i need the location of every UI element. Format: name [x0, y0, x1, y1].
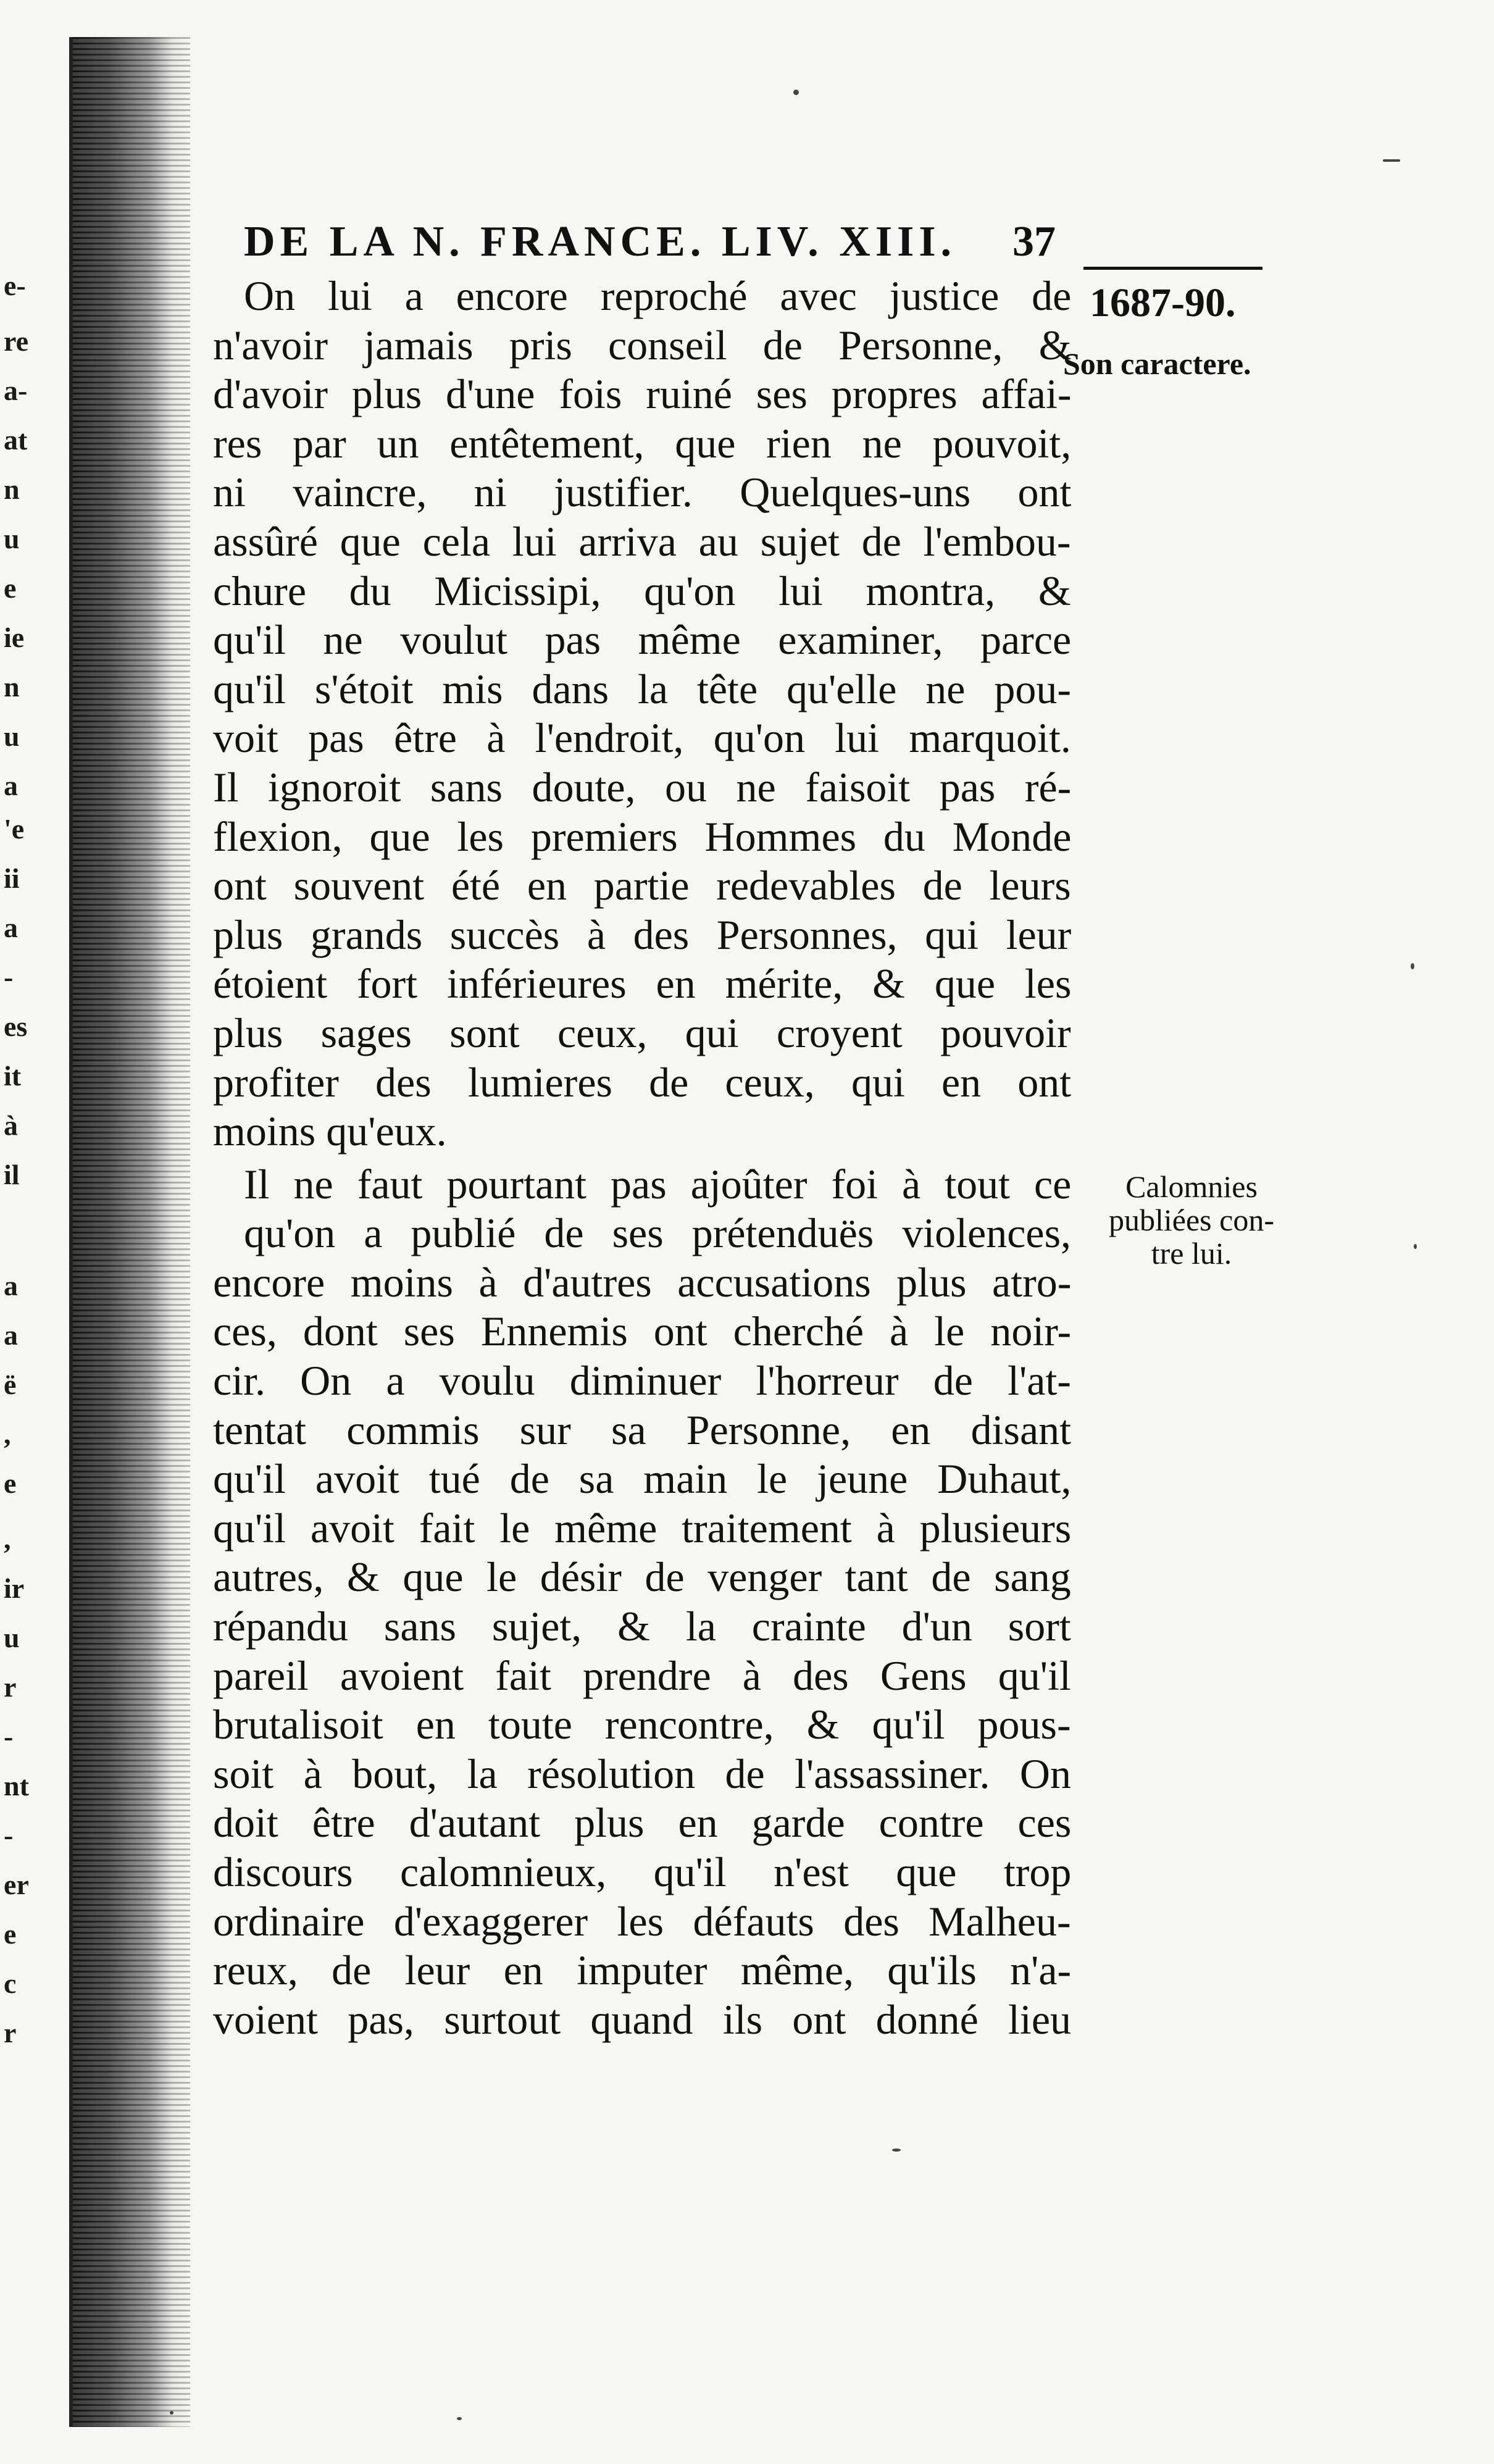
- bleed-glyph: at: [4, 424, 28, 456]
- text-line: qu'il avoit fait le même traitement à plusieurs: [213, 1504, 1072, 1551]
- text-line: brutalisoit en toute rencontre, & qu'il pous-: [213, 1701, 1071, 1748]
- text-line: soit à bout, la résolution de l'assassiner. On: [213, 1750, 1071, 1797]
- text-line: n'avoir jamais pris conseil de Personne, &: [213, 321, 1072, 369]
- bleed-glyph: it: [4, 1060, 22, 1092]
- text-line: ont souvent été en partie redevables de leurs: [213, 862, 1071, 909]
- margin-note-line: publiées con-: [1109, 1203, 1274, 1237]
- paragraph-1: [213, 272, 1071, 1156]
- margin-note-calomnies: [1099, 1170, 1284, 1270]
- bleed-glyph: nt: [4, 1770, 29, 1802]
- text-line: qu'on a publié de ses prétenduës violences,: [244, 1209, 1072, 1257]
- bleed-glyph: à: [4, 1109, 18, 1141]
- paper-speck: [1383, 159, 1400, 162]
- text-line: plus grands succès à des Personnes, qui leur: [213, 911, 1072, 958]
- text-line: res par un entêtement, que rien ne pouvoit,: [213, 419, 1072, 467]
- bleed-glyph: re: [4, 325, 29, 357]
- running-head-title: DE LA N. FRANCE. LIV. XIII.: [244, 218, 957, 265]
- bleed-glyph: il: [4, 1159, 20, 1190]
- bleed-glyph: a: [4, 912, 18, 943]
- text-line: d'avoir plus d'une fois ruiné ses propres affai-: [213, 370, 1072, 418]
- text-line: assûré que cela lui arriva au sujet de l'embou-: [213, 517, 1071, 565]
- bleed-glyph: ,: [4, 1418, 11, 1450]
- text-line: répandu sans sujet, & la crainte d'un sort: [213, 1603, 1071, 1650]
- bleed-glyph: 'e: [4, 813, 25, 845]
- text-line: qu'il ne voulut pas même examiner, parce: [213, 616, 1072, 664]
- running-head: [244, 217, 1083, 273]
- paper-speck: [1411, 963, 1414, 969]
- bleed-glyph: -: [4, 961, 14, 993]
- text-line: moins qu'eux.: [213, 1108, 447, 1155]
- paper-speck: [170, 2411, 173, 2415]
- paper-speck: [1414, 1244, 1417, 1249]
- bleed-glyph: a: [4, 770, 18, 801]
- margin-note-line: tre lui.: [1151, 1236, 1232, 1271]
- text-line: ni vaincre, ni justifier. Quelques-uns ont: [213, 469, 1072, 516]
- bleed-glyph: ie: [4, 622, 25, 653]
- facing-page-bleed: [0, 0, 49, 2464]
- text-line: tentat commis sur sa Personne, en disant: [213, 1406, 1072, 1453]
- bleed-glyph: c: [4, 1968, 17, 1999]
- bleed-glyph: ir: [4, 1572, 25, 1604]
- text-line: encore moins à d'autres accusations plus atro-: [213, 1258, 1072, 1306]
- bleed-glyph: e: [4, 572, 17, 604]
- text-line: ces, dont ses Ennemis ont cherché à le noir-: [213, 1308, 1072, 1355]
- margin-note-date: 1687-90.: [1090, 280, 1236, 325]
- text-line: Il ne faut pourtant pas ajoûter foi à tout ce: [244, 1160, 1072, 1208]
- bleed-glyph: u: [4, 523, 20, 554]
- text-line: cir. On a voulu diminuer l'horreur de l'at-: [213, 1357, 1071, 1405]
- bleed-glyph: ë: [4, 1369, 17, 1400]
- text-line: pareil avoient fait prendre à des Gens qu'il: [213, 1652, 1071, 1699]
- text-line: étoient fort inférieures en mérite, & que les: [213, 960, 1072, 1008]
- bleed-glyph: a: [4, 1319, 18, 1351]
- margin-note-caractere: Son caractere.: [1063, 346, 1251, 381]
- text-line: voient pas, surtout quand ils ont donné lieu: [213, 1995, 1072, 2043]
- bleed-glyph: ii: [4, 862, 20, 894]
- text-line: ordinaire d'exaggerer les défauts des Malheu-: [213, 1897, 1071, 1945]
- paper-speck: [793, 90, 799, 95]
- bleed-glyph: ,: [4, 1523, 11, 1555]
- bleed-glyph: -: [4, 1721, 14, 1752]
- bleed-glyph: r: [4, 1671, 17, 1703]
- bleed-glyph: es: [4, 1011, 28, 1042]
- text-line: doit être d'autant plus en garde contre ces: [213, 1799, 1072, 1847]
- margin-note-line: Calomnies: [1125, 1169, 1258, 1204]
- paragraph-2: [213, 1160, 1071, 2045]
- bleed-glyph: -: [4, 1819, 14, 1851]
- bleed-glyph: a-: [4, 375, 28, 406]
- text-line: plus sages sont ceux, qui croyent pouvoir: [213, 1009, 1071, 1056]
- bleed-glyph: a: [4, 1270, 18, 1301]
- text-line: reux, de leur en imputer même, qu'ils n'a-: [213, 1947, 1072, 1994]
- bleed-glyph: e-: [4, 270, 26, 301]
- bleed-glyph: r: [4, 2017, 17, 2048]
- text-line: qu'il avoit tué de sa main le jeune Duhaut,: [213, 1455, 1072, 1503]
- bleed-glyph: e: [4, 1918, 17, 1950]
- bleed-glyph: u: [4, 720, 20, 752]
- page-number: 37: [1012, 218, 1056, 265]
- text-line: autres, & que le désir de venger tant de sang: [213, 1553, 1071, 1601]
- margin-rule: [1083, 267, 1262, 270]
- bleed-glyph: u: [4, 1622, 20, 1653]
- text-line: qu'il s'étoit mis dans la tête qu'elle ne pou-: [213, 665, 1071, 712]
- paper-speck: [457, 2417, 462, 2420]
- text-line: Il ignoroit sans doute, ou ne faisoit pas ré-: [213, 763, 1072, 811]
- bleed-glyph: n: [4, 474, 20, 505]
- paper-speck: [892, 2149, 901, 2152]
- bleed-glyph: n: [4, 671, 20, 703]
- text-line: flexion, que les premiers Hommes du Monde: [213, 812, 1072, 860]
- text-line: On lui a encore reproché avec justice de: [244, 272, 1072, 319]
- bleed-glyph: er: [4, 1869, 29, 1900]
- text-line: chure du Micissipi, qu'on lui montra, &: [213, 567, 1071, 614]
- text-line: discours calomnieux, qu'il n'est que trop: [213, 1848, 1072, 1895]
- body-text: [213, 272, 1071, 2044]
- text-line: voit pas être à l'endroit, qu'on lui marquoit.: [213, 714, 1071, 762]
- text-line: profiter des lumieres de ceux, qui en ont: [213, 1058, 1072, 1106]
- bleed-glyph: e: [4, 1468, 17, 1499]
- binding-shadow: [73, 37, 190, 2427]
